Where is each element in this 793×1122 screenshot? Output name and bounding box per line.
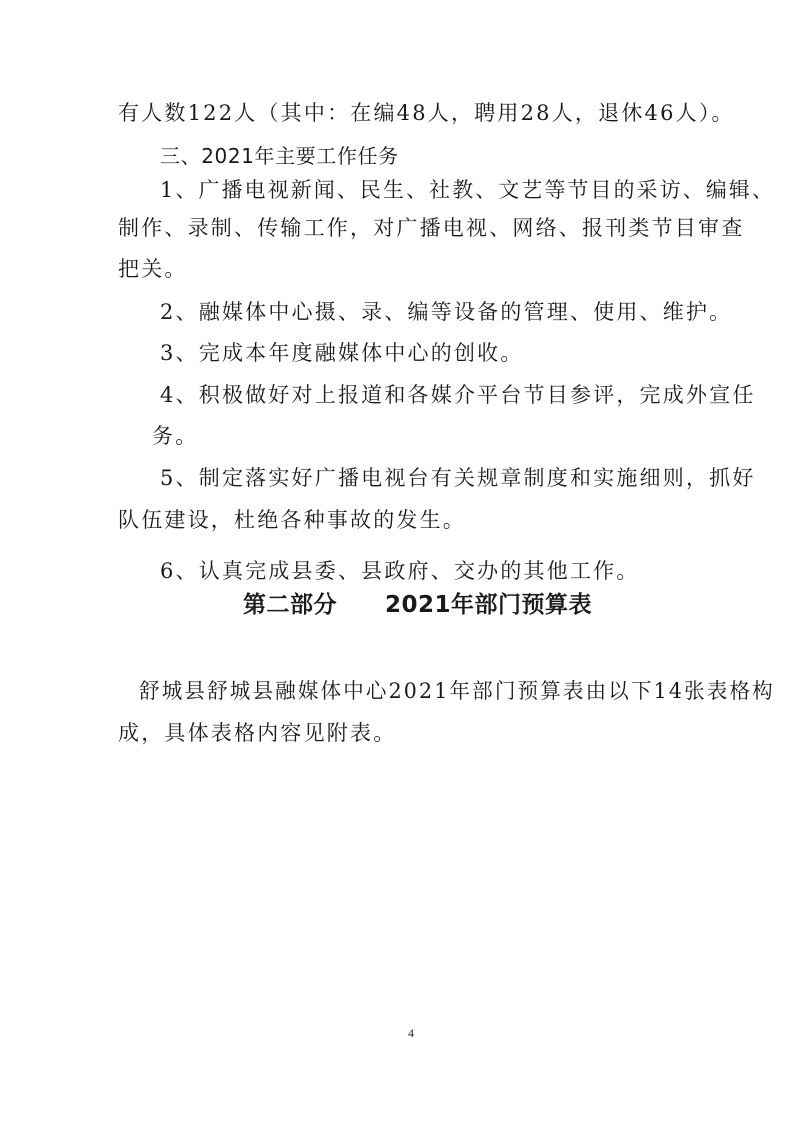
part-two-label: 第二部分: [243, 592, 337, 618]
task-5-line-1: 5、制定落实好广播电视台有关规章制度和实施细则，抓好: [160, 466, 756, 490]
task-6: 6、认真完成县委、县政府、交办的其他工作。: [160, 559, 640, 583]
task-1-line-1: 1、广播电视新闻、民生、社教、文艺等节目的采访、编辑、: [160, 178, 776, 202]
part-two-heading: 2021年部门预算表: [385, 592, 593, 618]
intro-line-1: 舒城县舒城县融媒体中心2021年部门预算表由以下14张表格构: [139, 679, 775, 703]
task-5-line-2: 队伍建设，杜绝各种事故的发生。: [118, 508, 466, 532]
intro-line-2: 成，具体表格内容见附表。: [118, 721, 397, 745]
section-three-heading: 三、2021年主要工作任务: [160, 144, 399, 168]
task-3: 3、完成本年度融媒体中心的创收。: [160, 341, 524, 365]
task-4-line-1: 4、积极做好对上报道和各媒介平台节目参评，完成外宣任: [160, 383, 756, 407]
task-4-line-2: 务。: [152, 424, 199, 448]
part-two-title: [243, 594, 592, 617]
task-2: 2、融媒体中心摄、录、编等设备的管理、使用、维护。: [160, 300, 733, 324]
staff-count-line: 有人数122人（其中：在编48人，聘用28人，退休46人）。: [118, 101, 735, 125]
task-1-line-3: 把关。: [118, 257, 188, 281]
page-number: 4: [408, 1026, 414, 1040]
task-1-line-2: 制作、录制、传输工作，对广播电视、网络、报刊类节目审查: [118, 216, 745, 240]
